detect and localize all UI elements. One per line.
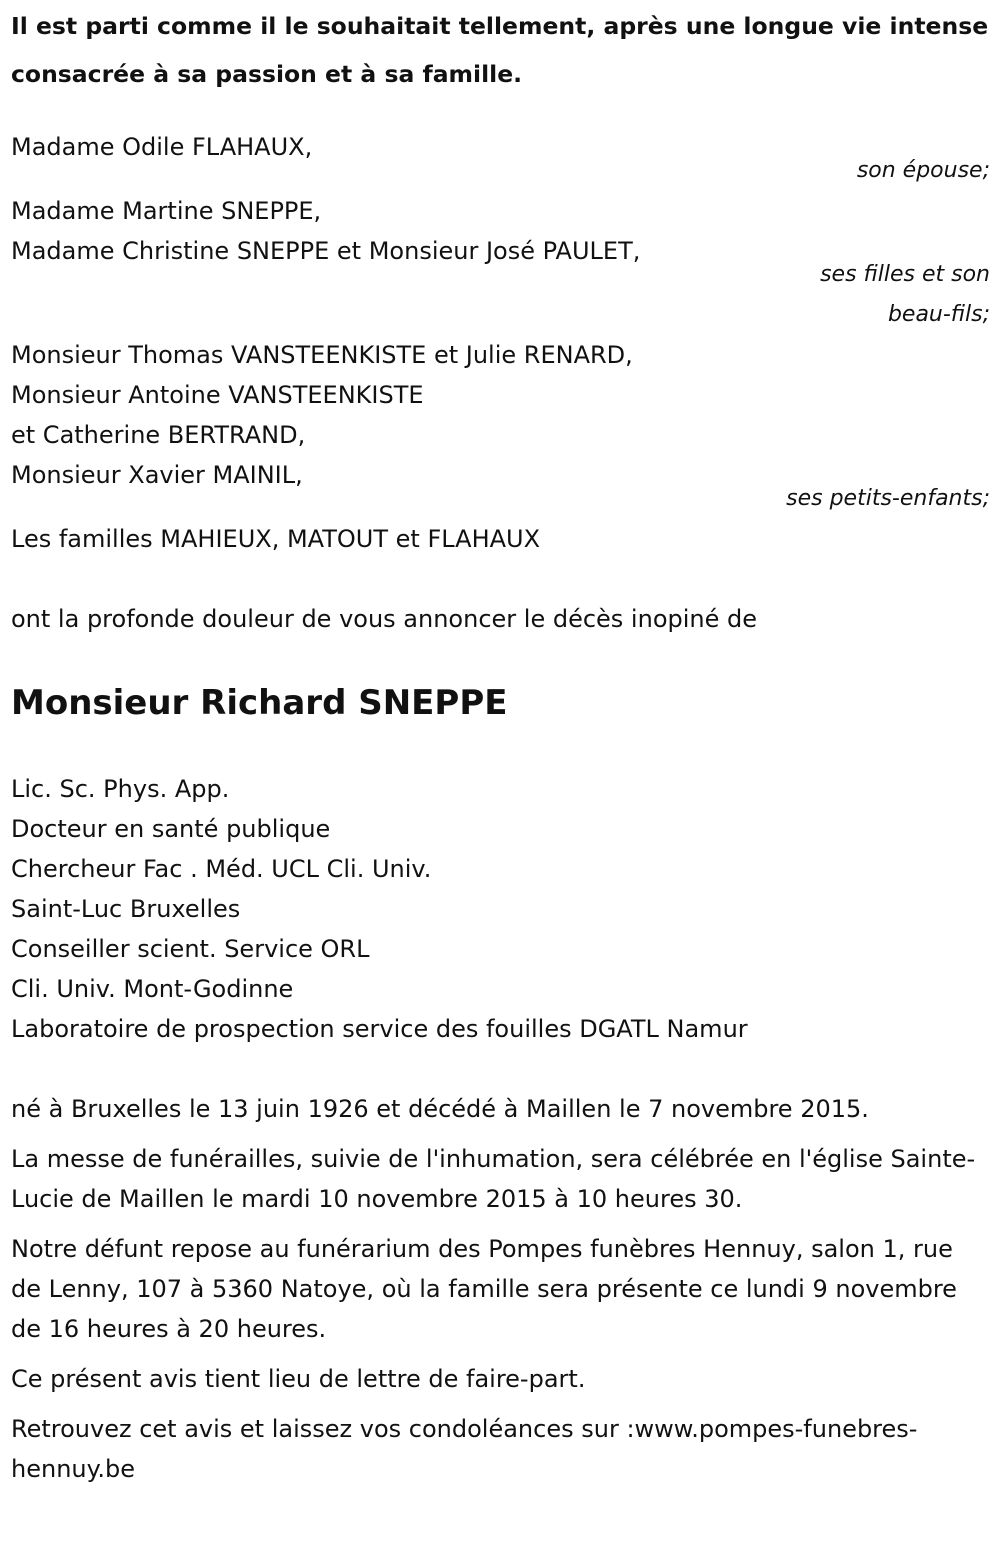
intro-text — [11, 6, 990, 94]
announcement: ont la profonde douleur de vous annoncer le décès inopiné de — [11, 605, 758, 633]
family-group-grandchildren — [11, 335, 990, 519]
family-name: et Catherine BERTRAND, — [11, 421, 306, 449]
notice-text: Ce présent avis tient lieu de lettre de faire-part. — [11, 1365, 586, 1393]
family-name: Madame Martine SNEPPE, — [11, 197, 322, 225]
obituary-page — [0, 6, 1000, 1551]
family-role: beau-fils; — [887, 302, 990, 327]
family-group-spouse — [11, 127, 990, 191]
intro-line-1: Il est parti comme il le souhaitait tellement, après une longue vie intense — [11, 12, 989, 40]
title-line: Cli. Univ. Mont-Godinne — [11, 975, 294, 1003]
family-name: Monsieur Antoine VANSTEENKISTE — [11, 381, 424, 409]
title-line: Saint-Luc Bruxelles — [11, 895, 241, 923]
family-name: Madame Christine SNEPPE et Monsieur José PAULET, — [11, 237, 641, 265]
deceased-name: Monsieur Richard SNEPPE — [11, 683, 508, 723]
title-line: Lic. Sc. Phys. App. — [11, 775, 230, 803]
family-role: ses filles et son — [820, 262, 990, 287]
title-line: Chercheur Fac . Méd. UCL Cli. Univ. — [11, 855, 432, 883]
family-group-daughters — [11, 191, 990, 335]
family-role: son épouse; — [856, 158, 990, 183]
intro-line-2: consacrée à sa passion et à sa famille. — [11, 60, 523, 88]
title-line: Docteur en santé publique — [11, 815, 331, 843]
family-role: ses petits-enfants; — [786, 486, 990, 511]
funeral-details — [11, 1089, 990, 1489]
titles-list — [11, 769, 990, 1049]
birth-death-text: né à Bruxelles le 13 juin 1926 et décédé à Maillen le 7 novembre 2015. — [11, 1095, 869, 1123]
family-name: Monsieur Thomas VANSTEENKISTE et Julie RENARD, — [11, 341, 633, 369]
mass-text: La messe de funérailles, suivie de l'inhumation, sera célébrée en l'église Sainte-Lucie de Maillen le mardi 10 novembre 2015 à 10 heures 30. — [11, 1145, 976, 1213]
title-line: Conseiller scient. Service ORL — [11, 935, 370, 963]
condolences-text: Retrouvez cet avis et laissez vos condoléances sur :www.pompes-funebres-hennuy.be — [11, 1415, 918, 1483]
family-group-families — [11, 519, 990, 559]
family-name: Madame Odile FLAHAUX, — [11, 133, 313, 161]
title-line: Laboratoire de prospection service des fouilles DGATL Namur — [11, 1015, 748, 1043]
repose-text: Notre défunt repose au funérarium des Pompes funèbres Hennuy, salon 1, rue de Lenny, 107 à 5360 Natoye, où la famille sera présente ce lundi 9 novembre de 16 heures à 20 heures. — [11, 1235, 957, 1343]
family-name: Monsieur Xavier MAINIL, — [11, 461, 303, 489]
family-name: Les familles MAHIEUX, MATOUT et FLAHAUX — [11, 525, 541, 553]
